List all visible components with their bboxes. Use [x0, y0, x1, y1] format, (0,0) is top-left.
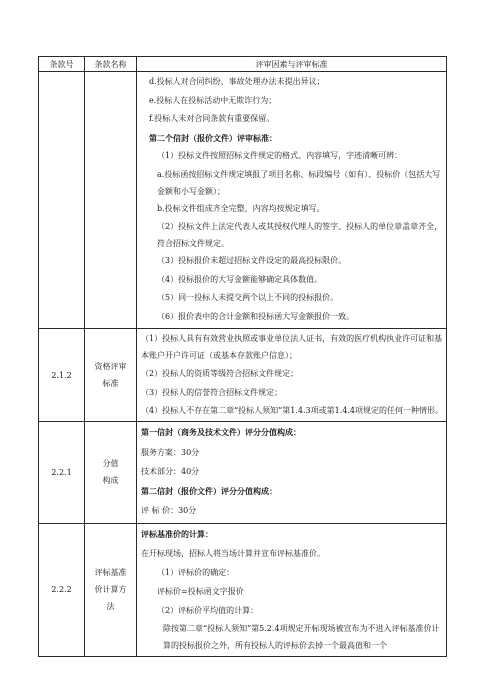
clause-name	[85, 422, 137, 524]
content-line: b.投标文件组成齐全完整，内容均按规定填写。	[157, 203, 325, 213]
clause-name-line: 构成	[102, 476, 119, 486]
content-line-heading: 第二信封（报价文件）评分分值构成：	[141, 485, 277, 496]
content-line: （6）报价表中的合计金额和投标函大写金额报价一致。	[157, 311, 355, 321]
header-clause-number: 条款号	[39, 57, 85, 72]
content-line: （1）投标文件按照招标文件规定的格式、内容填写，字迹清晰可辨：	[157, 151, 403, 160]
content-line: （5）同一投标人未提交两个以上不同的投标报价。	[157, 293, 339, 302]
continuation-content	[137, 72, 447, 329]
clause-name	[85, 329, 137, 422]
content-line: f.投标人未对合同条款有重要保留。	[149, 114, 275, 123]
clause-name-empty	[85, 72, 137, 329]
content-line: a.投标函按招标文件规定填报了项目名称、标段编号（如有）、投标价（包括大写金额和小写金额）；	[157, 169, 441, 196]
content-line: （2）评标价平均值的计算：	[157, 605, 259, 615]
content-line: （4）投标报价的大写金额能够确定具体数值。	[157, 274, 323, 284]
content-line-heading: 第二个信封（报价文件）评审标准：	[149, 132, 277, 143]
content-line: （1）投标人具有有效营业执照或事业单位法人证书，有效的医疗机构执业许可证和基本账户开户许可证（或基本存款账户信息）；	[141, 334, 443, 360]
clause-name-line: 标准	[102, 379, 119, 388]
base-price-content	[137, 523, 447, 656]
clause-name-line: 分值	[102, 459, 119, 469]
table-row-score	[39, 422, 447, 524]
clause-name-line: 价计算方	[94, 585, 127, 594]
clause-name-line: 法	[106, 602, 115, 611]
table-row-continuation	[39, 72, 447, 329]
content-line: （2）投标人的资质等级符合招标文件规定；	[141, 369, 299, 378]
content-line: 服务方案：30分	[141, 447, 200, 457]
clause-number: 2.1.2	[39, 329, 85, 422]
content-line-heading: 第一信封（商务及技术文件）评分分值构成：	[141, 427, 301, 437]
score-content	[137, 422, 447, 524]
table-row-qualification	[39, 329, 447, 422]
table-header-row	[39, 57, 447, 72]
content-line: 在开标现场，招标人将当场计算并宣布评标基准价。	[141, 548, 325, 558]
clause-number: 2.2.1	[39, 422, 85, 524]
content-line: （3）投标报价未超过招标文件设定的最高投标限价。	[157, 256, 347, 265]
header-evaluation-content: 评审因素与评审标准	[137, 57, 447, 72]
clause-name-line: 评标基准	[94, 568, 127, 577]
table-row-base-price	[39, 523, 447, 656]
content-line: d.投标人对合同纠纷、事故处理办法未提出异议；	[149, 77, 325, 86]
clause-name	[85, 523, 137, 656]
content-line: （3）投标人的信誉符合招标文件规定；	[141, 388, 283, 397]
header-clause-name: 条款名称	[85, 57, 137, 72]
content-line: 技术部分：40分	[141, 467, 200, 476]
content-line: 评标价=投标函文字报价	[157, 586, 244, 596]
evaluation-standards-table	[38, 56, 447, 657]
clause-number: 2.2.2	[39, 523, 85, 656]
content-line: e.投标人在投标活动中无欺诈行为；	[149, 95, 277, 105]
content-line: （4）投标人不存在第二章“投标人须知”第1.4.3项或第1.4.4项规定的任何一种情形。	[141, 406, 443, 415]
clause-number-empty	[39, 72, 85, 329]
content-line: 除按第二章“投标人须知”第5.2.4项规定开标现场被宣布为不进入评标基准价计算的投标报价之外，所有投标人的评标价去掉一个最高值和一个	[163, 623, 440, 650]
qualification-content	[137, 329, 447, 422]
content-line: 评 标 价：30分	[141, 506, 197, 515]
content-line-heading: 评标基准价的计算：	[141, 528, 213, 539]
content-line: （1）评标价的确定：	[157, 567, 235, 577]
clause-name-line: 资格评审	[94, 362, 127, 371]
content-line: （2）投标文件上法定代表人或其授权代理人的签字、投标人的单位章盖章齐全，符合招标文件规定。	[157, 222, 443, 248]
